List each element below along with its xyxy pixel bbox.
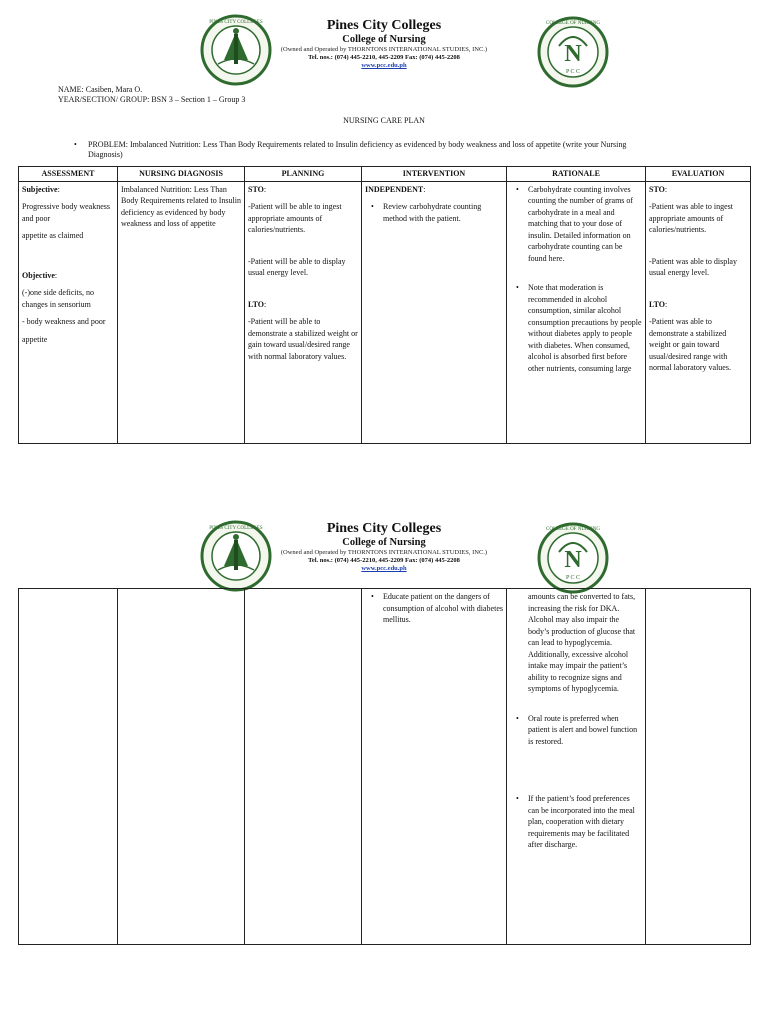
diagnosis-cell — [118, 589, 245, 945]
list-item: • Educate patient on the dangers of consumption of alcohol with diabetes mellitus. — [365, 591, 503, 626]
svg-text:N: N — [564, 41, 582, 67]
planning-sto-1: -Patient will be able to ingest appropriate amounts of calories/nutrients. — [248, 202, 342, 234]
col-rationale: RATIONALE — [507, 167, 646, 182]
subjective-text-1: Progressive body weakness and poor — [22, 202, 110, 223]
evaluation-cell — [646, 589, 751, 945]
colon: : — [57, 184, 60, 194]
owner-line: (Owned and Operated by THORNTONS INTERNATIONAL STUDIES, INC.) — [280, 46, 488, 53]
student-name: NAME: Casiben, Mara O. — [58, 85, 143, 94]
website-link[interactable]: www.pcc.edu.ph — [361, 565, 407, 572]
plan-title: NURSING CARE PLAN — [343, 116, 425, 125]
colon: : — [664, 184, 668, 194]
student-info — [58, 85, 245, 105]
diagnosis-cell — [118, 181, 245, 444]
rationale-list — [510, 713, 642, 851]
col-intervention: INTERVENTION — [362, 167, 507, 182]
care-plan-table-continued — [18, 588, 751, 945]
college-name: Pines City Colleges — [326, 521, 442, 536]
intervention-cell — [362, 181, 507, 444]
rationale-cell — [507, 589, 646, 945]
sto-label: STO — [649, 184, 665, 194]
department-name: College of Nursing — [342, 34, 426, 45]
department-name: College of Nursing — [342, 537, 426, 548]
letterhead — [0, 18, 768, 70]
contact-line: Tel. nos.: (074) 445-2210, 445-2209 Fax: (074) 445-2208 — [308, 54, 460, 61]
document-page-2 — [0, 500, 768, 1024]
website-link[interactable]: www.pcc.edu.ph — [361, 62, 407, 69]
colon: : — [263, 184, 267, 194]
subjective-label: Subjective — [22, 184, 58, 194]
assessment-cell — [19, 181, 118, 444]
care-plan-table — [18, 166, 751, 444]
owner-line: (Owned and Operated by THORNTONS INTERNATIONAL STUDIES, INC.) — [280, 549, 488, 556]
letterhead — [0, 521, 768, 573]
table-row — [19, 181, 751, 444]
college-name: Pines City Colleges — [326, 18, 442, 33]
colon: : — [264, 299, 267, 309]
objective-text-1: (-)one side deficits, no changes in sensorium — [22, 288, 94, 309]
intervention-list — [365, 201, 503, 224]
problem-line-1: PROBLEM: Imbalanced Nutrition: Less Than Body Requirements related to Insulin deficiency as evidenced by body weakness and loss of appetite (write your Nursing — [88, 140, 627, 149]
list-item: • Carbohydrate counting involves counting the number of grams of carbohydrate in a meal and matching that to your dose of insulin. Detailed information on carbohydrate counting can be found here. — [510, 184, 642, 265]
list-item: • Oral route is preferred when patient is alert and bowel function is restored. — [510, 713, 642, 748]
colon: : — [665, 299, 668, 309]
bullet-icon: • — [74, 140, 77, 149]
intervention-list — [365, 591, 503, 626]
list-item: • Review carbohydrate counting method with the patient. — [365, 201, 503, 224]
objective-text-3: appetite — [22, 334, 48, 344]
student-section: YEAR/SECTION/ GROUP: BSN 3 – Section 1 – Group 3 — [58, 95, 246, 104]
problem-line-2: Diagnosis) — [88, 150, 123, 159]
sto-label: STO — [248, 184, 264, 194]
svg-text:P C C: P C C — [565, 69, 581, 75]
rationale-continued: amounts can be converted to fats, increasing the risk for DKA. Alcohol may also impair the body’s production of glucose that can lead to hypoglycemia. Additionally, excessive alcohol intake may impair the patient’s ability to recognize signs and symptoms of hypoglycemia. — [528, 592, 636, 693]
col-evaluation: EVALUATION — [646, 167, 751, 182]
document-page-1 — [0, 0, 768, 470]
objective-text-2: - body weakness and poor — [22, 317, 106, 326]
evaluation-sto-2: -Patient was able to display usual energy level. — [649, 256, 737, 277]
svg-text:PINES CITY COLLEGES: PINES CITY COLLEGES — [209, 20, 263, 25]
col-nursing-diagnosis: NURSING DIAGNOSIS — [118, 167, 245, 182]
table-row — [19, 589, 751, 945]
svg-text:COLLEGE OF NURSING: COLLEGE OF NURSING — [546, 527, 600, 532]
col-planning: PLANNING — [245, 167, 362, 182]
independent-label: INDEPENDENT — [365, 184, 424, 194]
colon: : — [423, 184, 426, 194]
lto-label: LTO — [248, 299, 265, 309]
planning-cell — [245, 181, 362, 444]
planning-sto-2: -Patient will be able to display usual energy level. — [248, 256, 346, 277]
assessment-cell — [19, 589, 118, 945]
col-assessment: ASSESSMENT — [19, 167, 118, 182]
lto-label: LTO — [649, 299, 666, 309]
problem-statement — [74, 140, 728, 160]
planning-lto-1: -Patient will be able to demonstrate a stabilized weight or gain toward usual/desired range with normal laboratory values. — [248, 317, 358, 361]
colon: : — [54, 270, 58, 280]
subjective-text-2: appetite as claimed — [22, 231, 84, 240]
svg-text:COLLEGE OF NURSING: COLLEGE OF NURSING — [546, 21, 600, 26]
planning-cell — [245, 589, 362, 945]
table-header-row — [19, 167, 751, 182]
list-item: • Note that moderation is recommended in alcohol consumption, similar alcohol consumption precautions by people without diabetes apply to people with diabetes. When consumed, alcohol is absorbed first before other nutrients, consuming large — [510, 282, 642, 374]
svg-text:PINES CITY COLLEGES: PINES CITY COLLEGES — [209, 526, 263, 531]
svg-text:N: N — [564, 547, 582, 573]
evaluation-lto-1: -Patient was able to demonstrate a stabilized weight or gain toward usual/desired range with normal laboratory values. — [649, 317, 731, 372]
rationale-cell — [507, 181, 646, 444]
diagnosis-text: Imbalanced Nutrition: Less Than Body Requirements related to Insulin deficiency as evidenced by body weakness and loss of appetite — [121, 184, 241, 228]
list-item: • If the patient’s food preferences can be incorporated into the meal plan, cooperation with dietary requirements may be facilitated after discharge. — [510, 793, 642, 851]
evaluation-cell — [646, 181, 751, 444]
rationale-list — [510, 184, 642, 375]
svg-text:P C C: P C C — [565, 575, 581, 581]
objective-label: Objective — [22, 270, 55, 280]
evaluation-sto-1: -Patient was able to ingest appropriate amounts of calories/nutrients. — [649, 202, 733, 234]
contact-line: Tel. nos.: (074) 445-2210, 445-2209 Fax: (074) 445-2208 — [308, 557, 460, 564]
intervention-cell — [362, 589, 507, 945]
